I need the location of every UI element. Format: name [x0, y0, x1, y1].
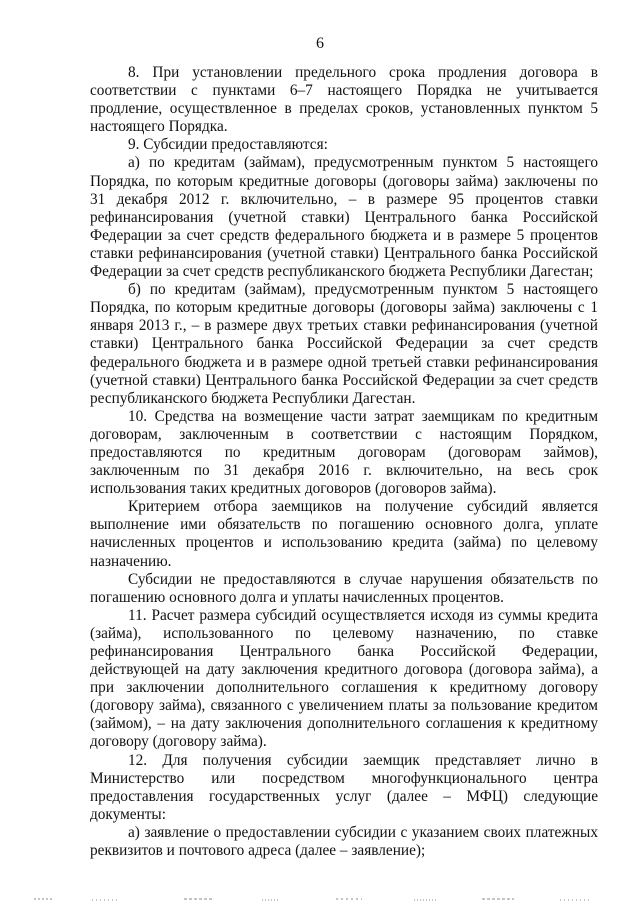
paragraph-refusal-condition: Субсидии не предоставляются в случае нарушения обязательств по погашению основного долга и уплаты начисленных процентов. [90, 570, 598, 606]
paragraph-12: 12. Для получения субсидии заемщик представляет лично в Министерство или посредством многофункционального центра предоставления государственных услуг (далее – МФЦ) следующие документы: [90, 751, 598, 823]
paragraph-11: 11. Расчет размера субсидий осуществляется исходя из суммы кредита (займа), использованного по целевому назначению, по ставке рефинансирования Центрального банка Российской Федерации, действующей на дату заключения кредитного договора (договора займа), а при заключении дополнительного соглашения к кредитному договору (договору займа), связанного с увеличением платы за пользование кредитом (займом), – на дату заключения дополнительного соглашения к кредитному договору (договору займа). [90, 606, 598, 751]
scan-artifact-marks [0, 895, 640, 905]
paragraph-9: 9. Субсидии предоставляются: [128, 136, 328, 154]
paragraph-12a: а) заявление о предоставлении субсидии с указанием своих платежных реквизитов и почтового адреса (далее – заявление); [90, 823, 598, 860]
paragraph-8: 8. При установлении предельного срока продления договора в соответствии с пунктами 6–7 настоящего Порядка не учитывается продление, осуществленное в пределах сроков, установленных пунктом 5 настоящего Порядка. [90, 64, 598, 136]
paragraph-selection-criteria: Критерием отбора заемщиков на получение субсидий является выполнение ими обязательств по погашению основного долга, уплате начисленных процентов и использованию кредита (займа) по целевому назначению. [90, 498, 598, 570]
paragraph-9a: а) по кредитам (займам), предусмотренным пунктом 5 настоящего Порядка, по которым кредитные договоры (договоры займа) заключены по 31 декабря 2012 г. включительно, – в размере 95 процентов ставки рефинансирования (учетной ставки) Центрального банка Российской Федерации за счет средств федерального бюджета и в размере 5 процентов ставки рефинансирования (учетной ставки) Центрального банка Российской Федерации за счет средств республиканского бюджета Республики Дагестан; [90, 154, 598, 281]
page-number: 6 [316, 35, 324, 52]
paragraph-10: 10. Средства на возмещение части затрат заемщикам по кредитным договорам, заключенным в соответствии с настоящим Порядком, предоставляются по кредитным договорам (договорам займов), заключенным по 31 декабря 2016 г. включительно, на весь срок использования таких кредитных договоров (договоров займа). [90, 407, 598, 498]
document-body [90, 64, 598, 860]
paragraph-9b: б) по кредитам (займам), предусмотренным пунктом 5 настоящего Порядка, по которым кредитные договоры (договоры займа) заключены с 1 января 2013 г., – в размере двух третьих ставки рефинансирования (учетной ставки) Центрального банка Российской Федерации за счет средств федерального бюджета и в размере одной третьей ставки рефинансирования (учетной ставки) Центрального банка Российской Федерации за счет средств республиканского бюджета Республики Дагестан. [90, 281, 598, 407]
